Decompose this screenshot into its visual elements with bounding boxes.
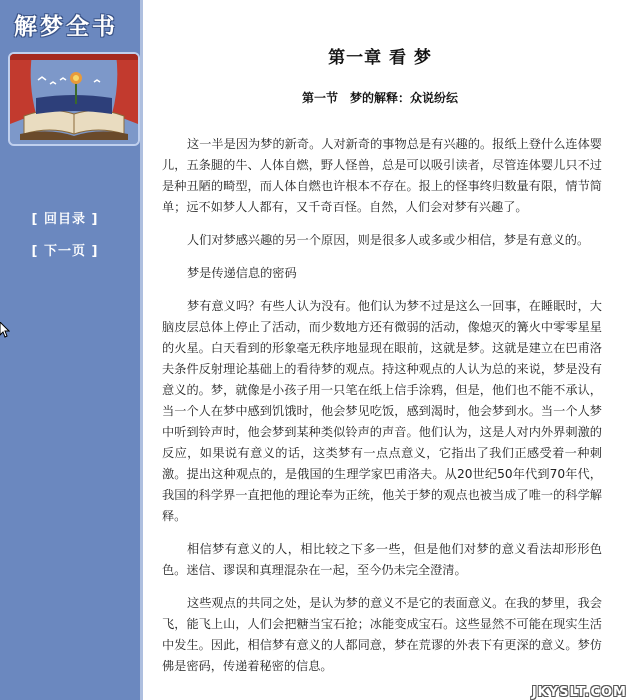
chapter-title: 第一章 看 梦: [328, 48, 432, 68]
back-to-contents-link[interactable]: [ 回目录 ]: [31, 212, 99, 227]
section-title: 第一节 梦的解释：众说纷纭: [301, 91, 458, 105]
paragraph: 这些观点的共同之处，是认为梦的意义不是它的表面意义。在我的梦里，我会飞，能飞上山，人们会把糖当宝石抢；冰能变成宝石。这些显然不可能在现实生活中发生。因此，相信梦有意义的人都同意，梦在荒谬的外表下有更深的意义。梦仿佛是密码，传递着秘密的信息。: [162, 596, 602, 673]
paragraph: 梦有意义吗？有些人认为没有。他们认为梦不过是这么一回事，在睡眠时，大脑皮层总体上停止了活动，而少数地方还有微弱的活动，像熄灭的篝火中零零星星的火星。白天看到的形象毫无秩序地显现在眼前，这就是梦。这就是建立在巴甫洛夫条件反射理论基础上的看待梦的观点。持这种观点的人认为总的来说，梦是没有意义的。梦，就像是小孩子用一只笔在纸上信手涂鸦，但是，他们也不能不承认，当一个人在梦中感到饥饿时，他会梦见吃饭，感到渴时，他会梦到水。当一个人梦中听到铃声时，他会梦到某种类似铃声的声音。他们认为，这是人对内外界刺激的反应，如果说有意义的话，这类梦有一点点意义，它指出了我们正感受着一种刺激。提出这种观点的，是俄国的生理学家巴甫洛夫。从20世纪50年代到70年代，我国的科学界一直把他的理论奉为正统，他关于梦的观点也被当成了唯一的科学解释。: [162, 299, 602, 523]
site-watermark: JKYSLT.COM: [531, 685, 627, 700]
sidebar-divider: [140, 0, 143, 700]
mouse-cursor-icon: [0, 322, 10, 338]
open-book-with-flower-icon: [8, 52, 140, 146]
paragraph: 相信梦有意义的人，相比较之下多一些，但是他们对梦的意义看法却形形色色。迷信、谬误和真理混杂在一起，至今仍未完全澄清。: [162, 542, 602, 577]
brand-header: [0, 0, 138, 48]
sidebar: [0, 0, 140, 700]
article-body: [162, 134, 602, 689]
paragraph: 这一半是因为梦的新奇。人对新奇的事物总是有兴趣的。报纸上登什么连体婴儿，五条腿的牛、人体自燃，野人怪兽，总是可以吸引读者，尽管连体婴儿只不过是种丑陋的畸型，而人体自燃也许根本不存在。报上的怪事终归数量有限，情节简单；远不如梦人人都有，又千奇百怪。自然，人们会对梦有兴趣了。: [162, 137, 602, 214]
book-illustration: [10, 54, 138, 144]
next-page-link[interactable]: [ 下一页 ]: [31, 244, 99, 259]
paragraph: 人们对梦感兴趣的另一个原因，则是很多人或多或少相信，梦是有意义的。: [187, 233, 590, 247]
subheading: 梦是传递信息的密码: [187, 266, 297, 280]
article-content: [150, 0, 610, 700]
brand-title: 解梦全书: [14, 14, 118, 40]
